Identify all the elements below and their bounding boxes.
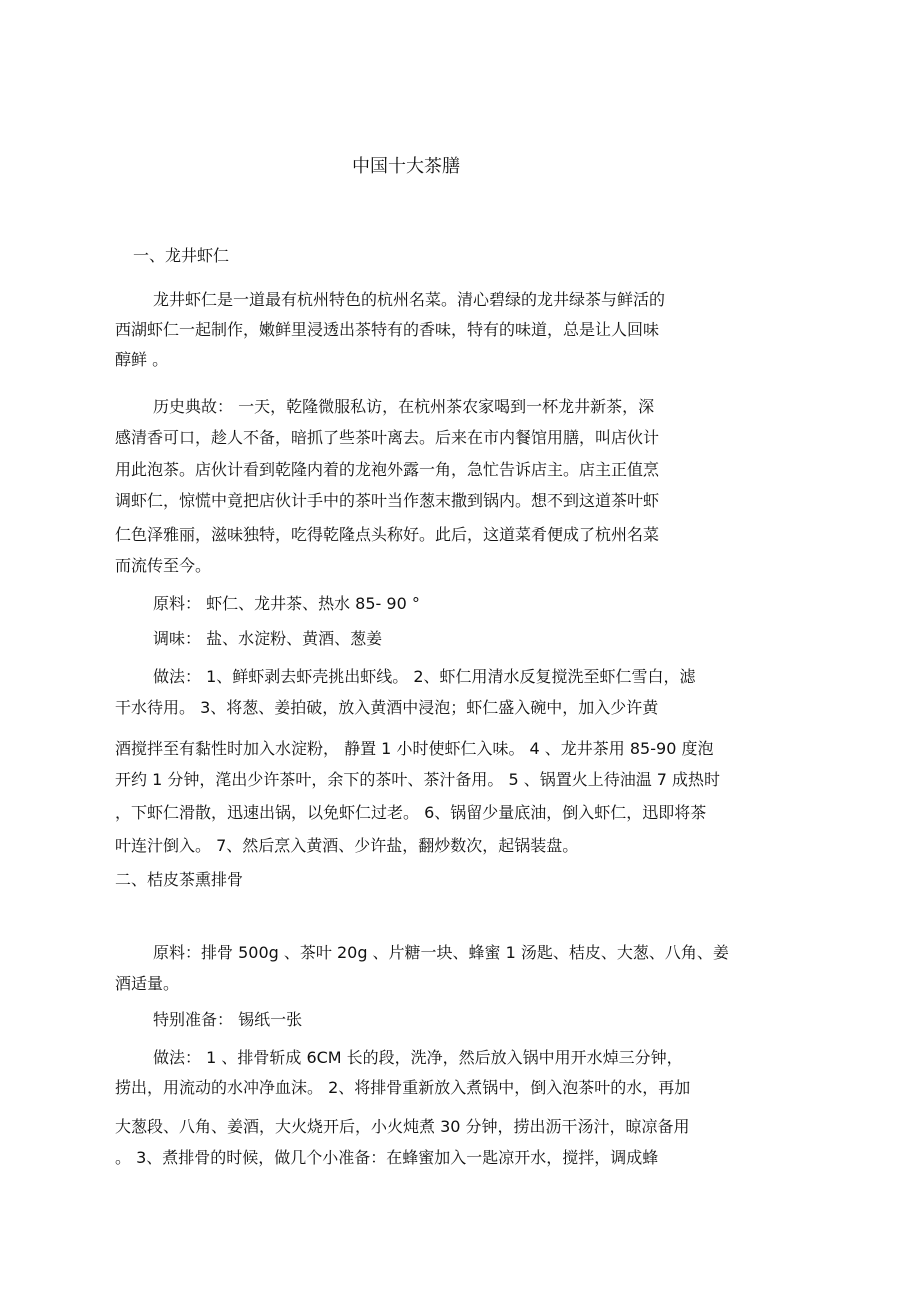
paragraph-line: 做法： 1 、排骨斩成 6CM 长的段，洗净，然后放入锅中用开水焯三分钟， [153,1048,683,1067]
section-heading-1: 一、龙井虾仁 [133,246,230,265]
paragraph-line: 干水待用。 3、将葱、姜拍破，放入黄酒中浸泡；虾仁盛入碗中，加入少许黄 [115,698,659,717]
paragraph-line: 龙井虾仁是一道最有杭州特色的杭州名菜。清心碧绿的龙井绿茶与鲜活的 [153,290,666,309]
paragraph-line: 。 3、煮排骨的时候，做几个小准备：在蜂蜜加入一匙凉开水，搅拌，调成蜂 [115,1148,659,1167]
paragraph-line: 叶连汁倒入。 7、然后烹入黄酒、少许盐，翻炒数次，起锅装盘。 [115,836,579,855]
paragraph-line: 西湖虾仁一起制作，嫩鲜里浸透出茶特有的香味，特有的味道，总是让人回味 [115,320,660,339]
paragraph-line: 开约 1 分钟，滗出少许茶叶，余下的茶叶、茶汁备用。 5 、锅置火上待油温 7 成热时 [115,770,721,789]
paragraph-line: 感清香可口，趁人不备，暗抓了些茶叶离去。后来在市内餐馆用膳，叫店伙计 [115,428,660,447]
paragraph-line: 捞出，用流动的水冲净血沫。 2、将排骨重新放入煮锅中，倒入泡茶叶的水，再加 [115,1078,691,1097]
section-heading-2: 二、桔皮茶熏排骨 [115,870,244,889]
paragraph-line: 酒搅拌至有黏性时加入水淀粉， 静置 1 小时使虾仁入味。 4 、龙井茶用 85-90 度泡 [115,739,714,758]
paragraph-line: 酒适量。 [115,974,180,993]
paragraph-line: 而流传至今。 [115,556,212,575]
paragraph-line: 用此泡茶。店伙计看到乾隆内着的龙袍外露一角，急忙告诉店主。店主正值烹 [115,460,660,479]
ingredients-line: 原料：排骨 500g 、茶叶 20g 、片糖一块、蜂蜜 1 汤匙、桔皮、大葱、八角、姜 [153,943,729,962]
paragraph-line: 大葱段、八角、姜酒，大火烧开后，小火炖煮 30 分钟，捞出沥干汤汁，晾凉备用 [115,1117,690,1136]
paragraph-line: 仁色泽雅丽，滋味独特，吃得乾隆点头称好。此后，这道菜肴便成了杭州名菜 [115,525,660,544]
special-prep-line: 特别准备： 锡纸一张 [153,1010,303,1029]
document-title: 中国十大茶膳 [352,156,460,177]
paragraph-line: 醇鲜 。 [115,350,169,369]
ingredients-line: 原料： 虾仁、龙井茶、热水 85- 90 ° [153,594,420,613]
seasoning-line: 调味： 盐、水淀粉、黄酒、葱姜 [153,629,383,648]
paragraph-line: 调虾仁，惊慌中竟把店伙计手中的茶叶当作葱末撒到锅内。想不到这道茶叶虾 [115,491,660,510]
paragraph-line: ，下虾仁滑散，迅速出锅，以免虾仁过老。 6、锅留少量底油，倒入虾仁，迅即将茶 [115,803,707,822]
paragraph-line: 做法： 1、鲜虾剥去虾壳挑出虾线。 2、虾仁用清水反复搅洗至虾仁雪白，滤 [153,667,696,686]
paragraph-line: 历史典故： 一天，乾隆微服私访，在杭州茶农家喝到一杯龙井新茶，深 [153,397,655,416]
